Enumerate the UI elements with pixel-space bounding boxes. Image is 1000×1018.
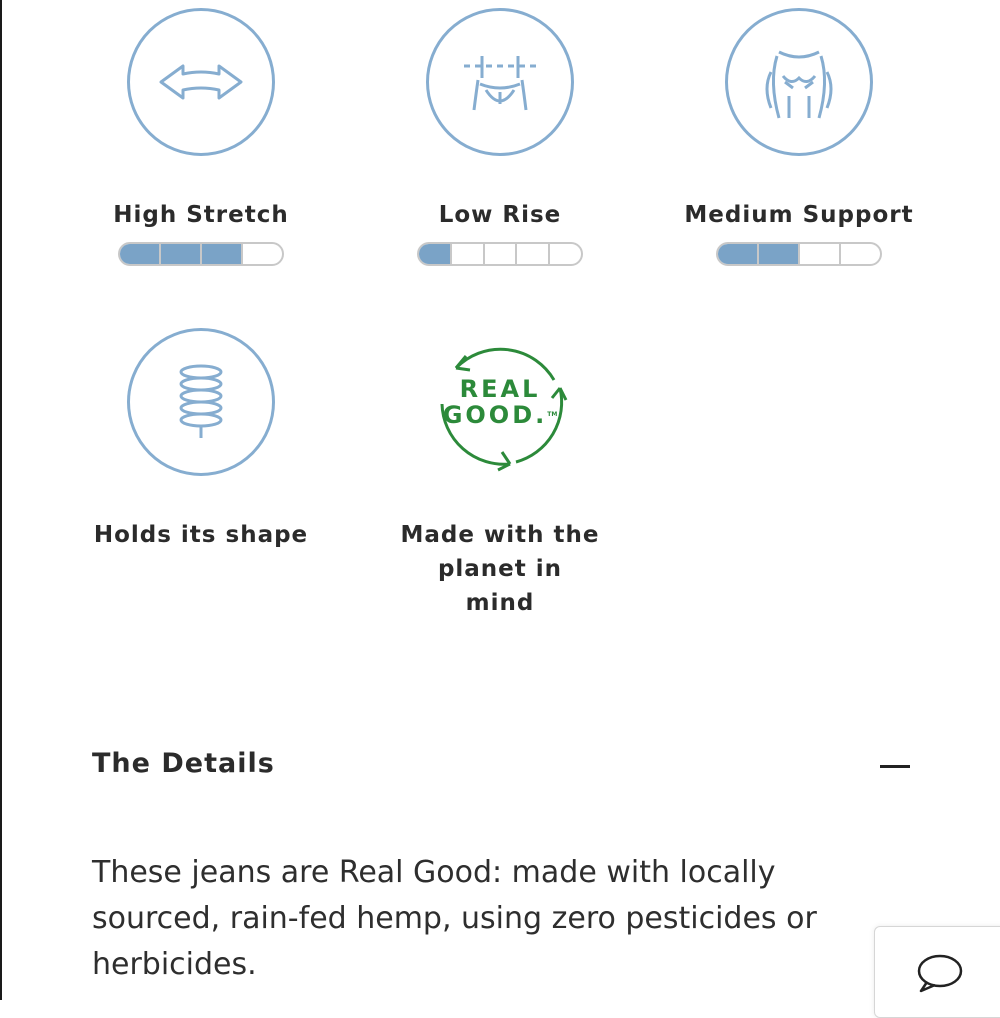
real-good-text-line1: REAL bbox=[459, 375, 541, 403]
details-title: The Details bbox=[92, 748, 275, 779]
feature-medium-support bbox=[649, 8, 949, 266]
feature-label: Made with the planet in mind bbox=[400, 522, 600, 616]
trademark-mark: TM bbox=[547, 411, 558, 418]
meter-segment bbox=[548, 244, 581, 264]
feature-high-stretch bbox=[51, 8, 351, 266]
stretch-meter bbox=[118, 242, 284, 266]
stretch-arrows-icon bbox=[127, 8, 275, 156]
low-rise-waist-icon bbox=[426, 8, 574, 156]
support-meter bbox=[716, 242, 882, 266]
meter-segment bbox=[839, 244, 880, 264]
meter-segment bbox=[419, 244, 450, 264]
meter-segment bbox=[718, 244, 757, 264]
medium-support-icon bbox=[725, 8, 873, 156]
meter-segment bbox=[515, 244, 548, 264]
feature-label: High Stretch bbox=[113, 202, 289, 228]
spring-coil-icon bbox=[127, 328, 275, 476]
meter-segment bbox=[159, 244, 200, 264]
feature-holds-shape bbox=[51, 328, 351, 552]
minus-icon bbox=[880, 765, 910, 768]
details-body: These jeans are Real Good: made with locally sourced, rain-fed hemp, using zero pesticides or herbicides. bbox=[92, 855, 817, 982]
real-good-text-line2: GOOD. bbox=[442, 401, 548, 429]
meter-segment bbox=[450, 244, 483, 264]
meter-segment bbox=[483, 244, 516, 264]
meter-segment bbox=[798, 244, 839, 264]
rise-meter bbox=[417, 242, 583, 266]
feature-label: Medium Support bbox=[684, 202, 914, 228]
left-border bbox=[0, 0, 2, 1000]
feature-label: Holds its shape bbox=[93, 522, 309, 548]
meter-segment bbox=[241, 244, 282, 264]
feature-low-rise bbox=[350, 8, 650, 266]
feature-real-good bbox=[350, 328, 650, 620]
meter-segment bbox=[120, 244, 159, 264]
feature-label: Low Rise bbox=[438, 202, 562, 228]
real-good-logo bbox=[426, 328, 574, 476]
chat-bubble-icon bbox=[915, 951, 965, 995]
chat-button[interactable] bbox=[874, 926, 1000, 1018]
meter-segment bbox=[200, 244, 241, 264]
meter-segment bbox=[757, 244, 798, 264]
details-collapse-button[interactable] bbox=[874, 752, 914, 782]
